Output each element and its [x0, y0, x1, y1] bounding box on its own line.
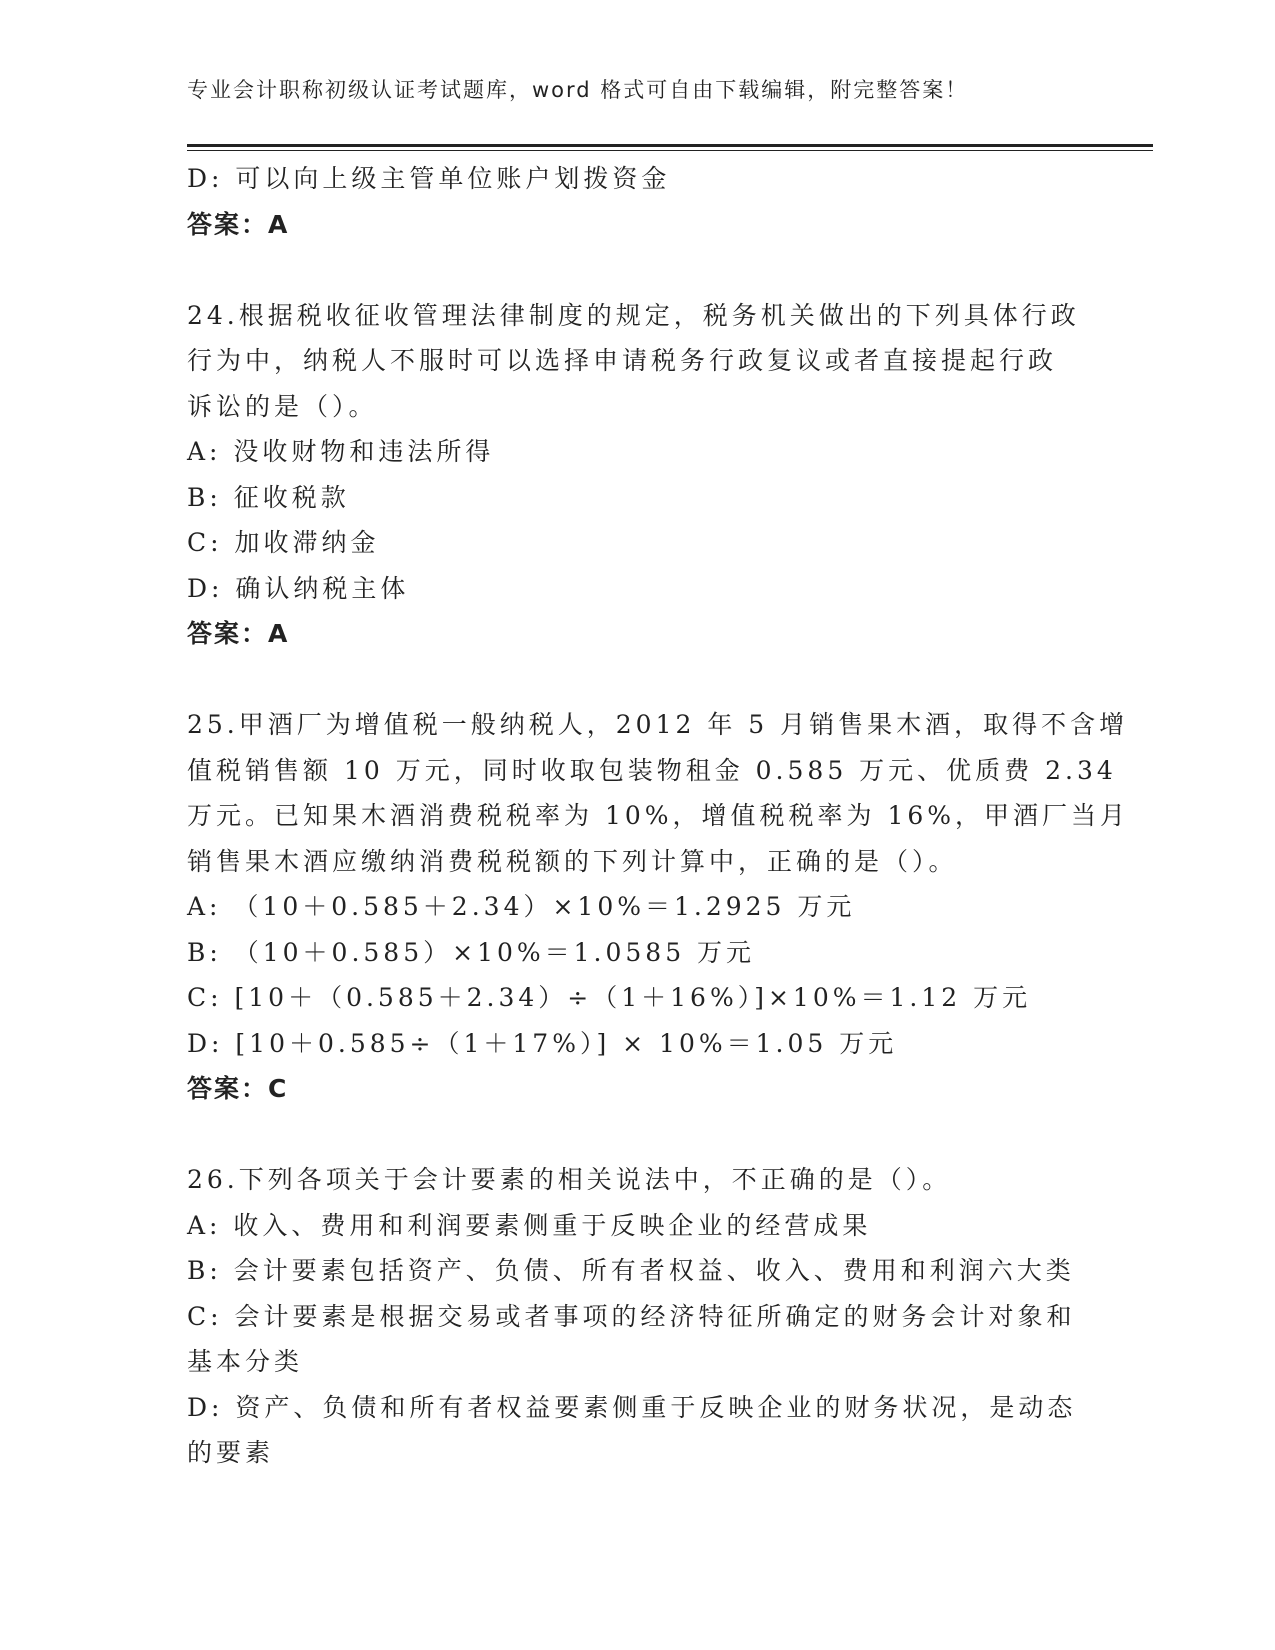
- question-stem-line: 26.下列各项关于会计要素的相关说法中，不正确的是（）。: [187, 1165, 952, 1194]
- option-a: A: 收入、费用和利润要素侧重于反映企业的经营成果: [187, 1210, 872, 1240]
- option-c-continued: 基本分类: [187, 1347, 304, 1376]
- question-stem-line: 行为中，纳税人不服时可以选择申请税务行政复议或者直接提起行政: [187, 346, 1058, 375]
- option-d: D: [10＋0.585÷（1＋17%）] × 10%＝1.05 万元: [187, 1028, 898, 1058]
- spacer: [187, 657, 1087, 703]
- question-stem-line: 值税销售额 10 万元，同时收取包装物租金 0.585 万元、优质费 2.34: [187, 755, 1117, 785]
- answer-label: 答案：C: [187, 1074, 289, 1103]
- spacer: [187, 247, 1087, 293]
- prev-option-d: D: 可以向上级主管单位账户划拨资金: [187, 164, 671, 193]
- option-a: A: （10＋0.585＋2.34）×10%＝1.2925 万元: [187, 892, 856, 921]
- option-b: B: 征收税款: [187, 482, 350, 512]
- question-stem-line: 25.甲酒厂为增值税一般纳税人，2012 年 5 月销售果木酒，取得不含增: [187, 710, 1129, 739]
- document-body: [187, 156, 1130, 1476]
- option-a: A: 没收财物和违法所得: [187, 437, 495, 466]
- question-26: [187, 1157, 1087, 1476]
- option-c: C: [10＋（0.585＋2.34）÷（1＋16%）]×10%＝1.12 万元: [187, 983, 1032, 1012]
- option-b: B: 会计要素包括资产、负债、所有者权益、收入、费用和利润六大类: [187, 1256, 1075, 1285]
- question-24: [187, 293, 1087, 657]
- question-stem-line: 万元。已知果木酒消费税税率为 10%，增值税税率为 16%，甲酒厂当月: [187, 801, 1130, 830]
- answer-label: 答案：A: [187, 619, 290, 648]
- option-d-continued: 的要素: [187, 1438, 275, 1467]
- option-c: C: 加收滞纳金: [187, 528, 380, 557]
- question-stem-line: 24.根据税收征收管理法律制度的规定，税务机关做出的下列具体行政: [187, 300, 1080, 330]
- option-d: D: 资产、负债和所有者权益要素侧重于反映企业的财务状况，是动态: [187, 1392, 1077, 1422]
- prev-answer: 答案：A: [187, 209, 290, 239]
- option-d: D: 确认纳税主体: [187, 573, 410, 603]
- option-b: B: （10＋0.585）×10%＝1.0585 万元: [187, 937, 756, 967]
- option-c: C: 会计要素是根据交易或者事项的经济特征所确定的财务会计对象和: [187, 1301, 1076, 1331]
- header-rule-thick: [187, 144, 1153, 147]
- header-rule-thin: [187, 150, 1153, 151]
- spacer: [187, 1112, 1087, 1158]
- question-stem-line: 诉讼的是（）。: [187, 391, 378, 421]
- page-header: 专业会计职称初级认证考试题库，word 格式可自由下载编辑，附完整答案！: [187, 78, 969, 102]
- question-25: [187, 702, 1130, 1112]
- question-stem-line: 销售果木酒应缴纳消费税税额的下列计算中，正确的是（）。: [187, 846, 958, 876]
